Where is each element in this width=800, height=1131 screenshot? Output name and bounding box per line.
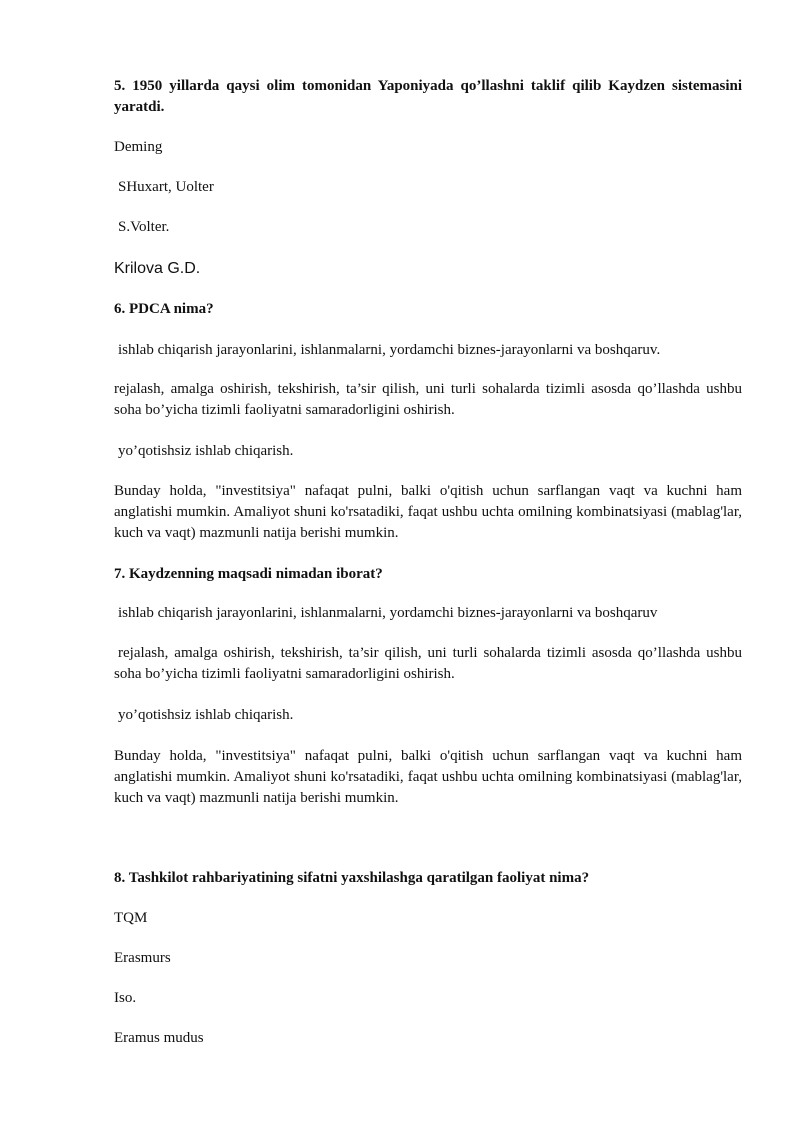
question-8-title: 8. Tashkilot rahbariyatining sifatni yaxshilashga qaratilgan faoliyat nima? [114,870,590,886]
question-6-option-2: rejalash, amalga oshirish, tekshirish, ta’sir qilish, uni turli sohalarda tizimli asosda qo’llashda ushbu soha bo’yicha tizimli faoliyatni samaradorligini oshirish. [114,381,742,418]
question-8-option-3: Iso. [114,990,137,1006]
question-6-option-1: ishlab chiqarish jarayonlarini, ishlanmalarni, yordamchi biznes-jarayonlarni va boshqaruv. [118,342,661,358]
question-5-option-3: S.Volter. [118,219,170,235]
question-6-option-3: yo’qotishsiz ishlab chiqarish. [118,443,294,459]
question-7-option-3: yo’qotishsiz ishlab chiqarish. [118,707,294,723]
question-7-option-4: Bunday holda, "investitsiya" nafaqat pulni, balki o'qitish uchun sarflangan vaqt va kuchni ham anglatishi mumkin. Amaliyot shuni ko'rsatadiki, faqat ushbu uchta omilning kombinatsiyasi (mablag'lar, kuch va vaqt) mazmunli natija berishi mumkin. [114,748,742,806]
question-8-option-2: Erasmurs [114,950,171,966]
question-5-title: 5. 1950 yillarda qaysi olim tomonidan Yaponiyada qo’llashni taklif qilib Kaydzen sistemasini yaratdi. [114,78,742,115]
question-5-option-4: Krilova G.D. [114,260,201,277]
question-7-title: 7. Kaydzenning maqsadi nimadan iborat? [114,566,383,582]
question-6-title: 6. PDCA nima? [114,301,214,317]
question-5-option-1: Deming [114,139,163,155]
question-7-option-1: ishlab chiqarish jarayonlarini, ishlanmalarni, yordamchi biznes-jarayonlarni va boshqaruv [118,605,658,621]
question-8-option-1: TQM [114,910,148,926]
question-6-option-4: Bunday holda, "investitsiya" nafaqat pulni, balki o'qitish uchun sarflangan vaqt va kuchni ham anglatishi mumkin. Amaliyot shuni ko'rsatadiki, faqat ushbu uchta omilning kombinatsiyasi (mablag'lar, kuch va vaqt) mazmunli natija berishi mumkin. [114,483,742,541]
question-5-option-2: SHuxart, Uolter [118,179,214,195]
question-8-option-4: Eramus mudus [114,1030,204,1046]
question-7-option-2: rejalash, amalga oshirish, tekshirish, ta’sir qilish, uni turli sohalarda tizimli asosda qo’llashda ushbu soha bo’yicha tizimli faoliyatni samaradorligini oshirish. [114,645,742,682]
